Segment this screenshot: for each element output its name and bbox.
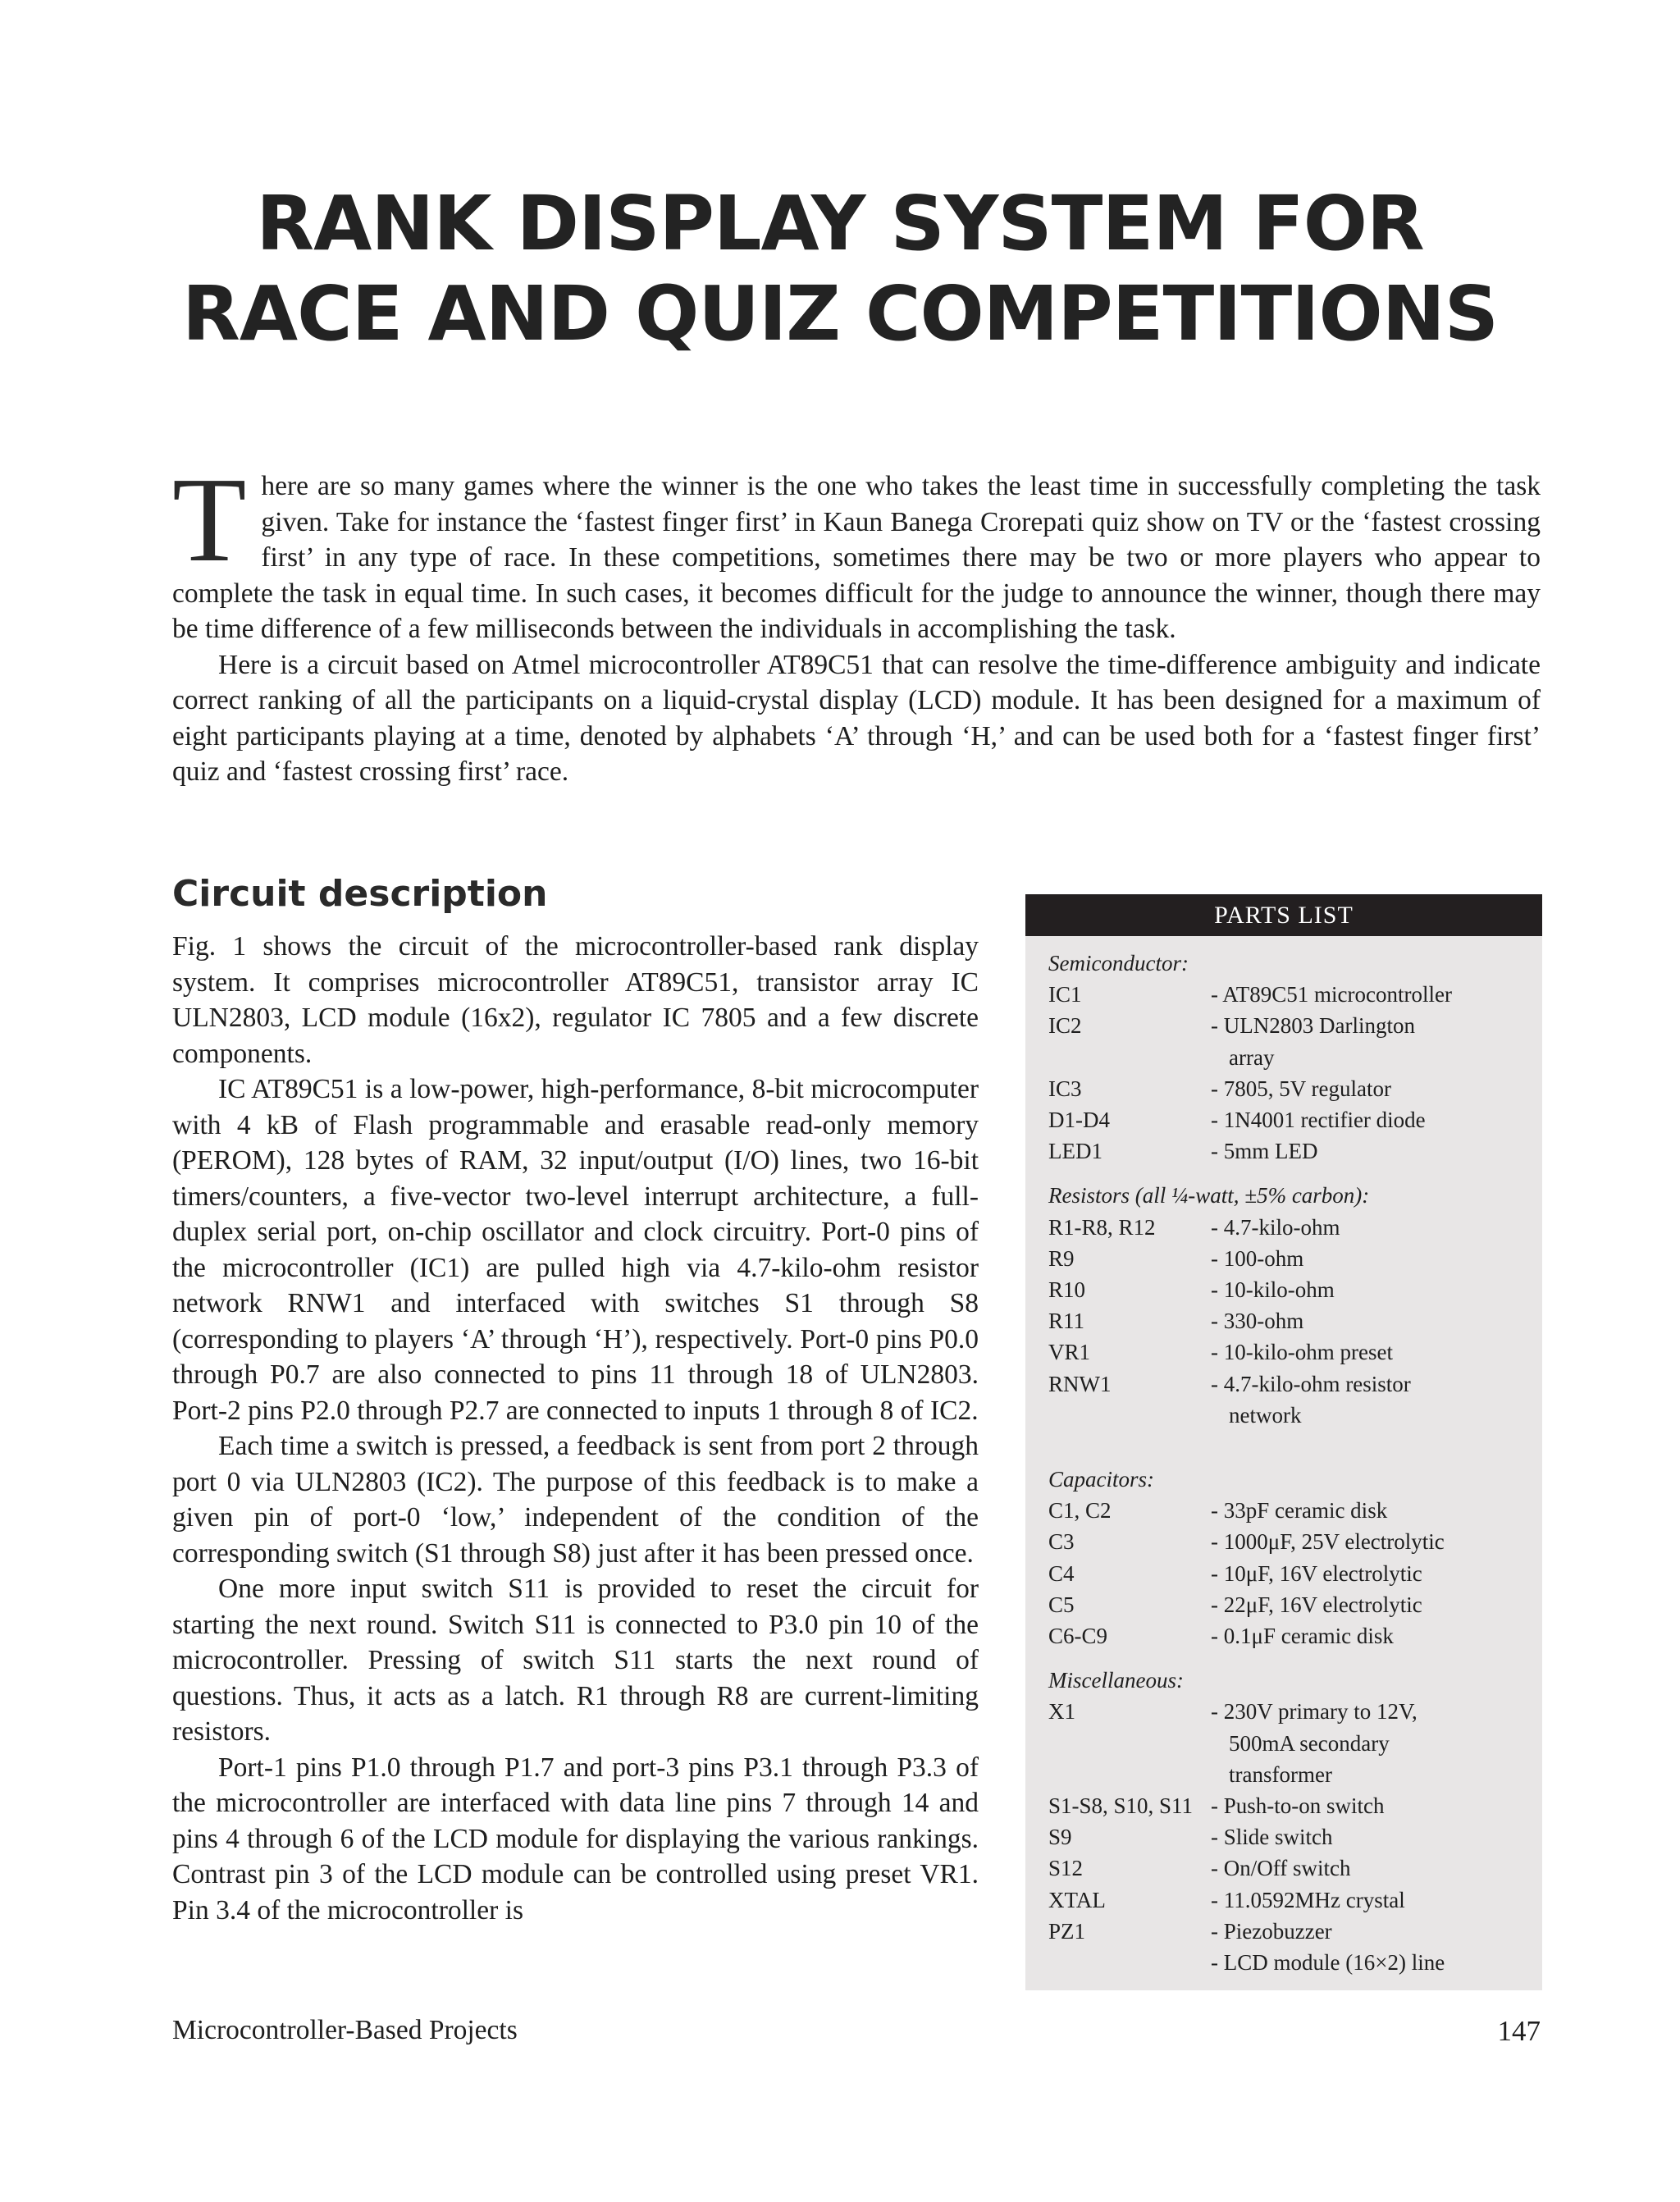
part-desc: - 5mm LED	[1211, 1139, 1318, 1164]
part-row	[1048, 1916, 1542, 1947]
intro-paragraph-2: Here is a circuit based on Atmel microcontroller AT89C51 that can resolve the time-difference ambiguity and indicate correct ranking of all the participants on a liquid-crystal display (LCD) module. It has been designed for a maximum of eight participants playing at a time, denoted by alphabets ‘A’ through ‘H,’ and can be used both for a ‘fastest finger first’ quiz and ‘fastest crossing first’ race.	[172, 649, 1541, 787]
part-row	[1048, 1821, 1542, 1853]
part-row	[1048, 1558, 1542, 1589]
part-row	[1048, 1135, 1542, 1167]
part-ref: LED1	[1048, 1139, 1102, 1164]
part-ref: X1	[1048, 1699, 1075, 1725]
intro-paragraph-1-text: here are so many games where the winner is the one who takes the least time in successfully completing the task given. Take for instance the ‘fastest finger first’ in Kaun Banega Crorepati quiz show on TV or the ‘fastest crossing first’ in any type of race. In these competitions, sometimes there may be two or more players who appear to complete the task in equal time. In such cases, it becomes difficult for the judge to announce the winner, though there may be time difference of a few milliseconds between the individuals in accomplishing the task.	[172, 471, 1541, 644]
part-desc: - 22μF, 16V electrolytic	[1211, 1592, 1422, 1617]
part-desc: - 7805, 5V regulator	[1211, 1076, 1391, 1101]
part-ref: C5	[1048, 1592, 1075, 1617]
part-ref: RNW1	[1048, 1371, 1112, 1396]
part-desc: - 10-kilo-ohm preset	[1211, 1340, 1393, 1365]
part-row	[1048, 1010, 1542, 1072]
body-paragraph-4: One more input switch S11 is provided to reset the circuit for starting the next round. Switch S11 is connected to P3.0 pin 10 of the microcontroller. Pressing of switch S11 starts the next round of questions. Thus, it acts as a latch. R1 through R8 are current-limiting resistors.	[172, 1574, 979, 1747]
part-desc: - LCD module (16×2) line	[1211, 1950, 1445, 1976]
part-row	[1048, 1620, 1542, 1652]
parts-list-body	[1025, 936, 1542, 1978]
part-ref: R1-R8, R12	[1048, 1214, 1156, 1240]
part-desc: - 10μF, 16V electrolytic	[1211, 1560, 1422, 1586]
part-desc: - AT89C51 microcontroller	[1211, 982, 1452, 1007]
part-ref: S12	[1048, 1856, 1084, 1881]
part-row	[1048, 1495, 1542, 1526]
miscellaneous-label: Miscellaneous:	[1048, 1668, 1184, 1693]
part-ref: D1-D4	[1048, 1108, 1110, 1133]
part-ref: C3	[1048, 1529, 1075, 1555]
footer-book-title: Microcontroller-Based Projects	[172, 2015, 518, 2045]
part-desc: - 4.7-kilo-ohm resistor network	[1211, 1371, 1411, 1428]
parts-list-header: PARTS LIST	[1025, 894, 1542, 936]
body-paragraph-5: Port-1 pins P1.0 through P1.7 and port-3 pins P3.1 through P3.3 of the microcontroller are interfaced with data line pins 7 through 14 and pins 4 through 6 of the LCD module for displaying the various rankings. Contrast pin 3 of the LCD module can be controlled using preset VR1. Pin 3.4 of the microcontroller is	[172, 1752, 979, 1926]
body-paragraph-2: IC AT89C51 is a low-power, high-performance, 8-bit microcomputer with 4 kB of Flash programmable and erasable read-only memory (PEROM), 128 bytes of RAM, 32 input/output (I/O) lines, two 16-bit timers/counters, a five-vector two-level interrupt architecture, a full-duplex serial port, on-chip oscillator and clock circuitry. Port-0 pins of the microcontroller (IC1) are pulled high via 4.7-kilo-ohm resistor network RNW1 and interfaced with switches S1 through S8 (corresponding to players ‘A’ through ‘H’), respectively. Port-0 pins P0.0 through P0.7 are also connected to pins 11 through 18 of ULN2803. Port-2 pins P2.0 through P2.7 are connected to inputs 1 through 8 of IC2.	[172, 1074, 979, 1426]
part-ref: IC3	[1048, 1076, 1082, 1101]
part-desc: - Push-to-on switch	[1211, 1793, 1385, 1819]
part-ref: VR1	[1048, 1340, 1091, 1365]
part-ref: IC2	[1048, 1013, 1082, 1039]
part-row	[1048, 1336, 1542, 1368]
title-line-1: RANK DISPLAY SYSTEM FOR	[256, 180, 1424, 267]
part-desc: - 100-ohm	[1211, 1245, 1304, 1271]
body-paragraph-3: Each time a switch is pressed, a feedback is sent from port 2 through port 0 via ULN2803 (IC2). The purpose of this feedback is to make a given pin of port-0 ‘low,’ independent of the condition of the corresponding switch (S1 through S8) just after it has been pressed once.	[172, 1431, 979, 1569]
part-ref: C4	[1048, 1560, 1075, 1586]
section-heading: Circuit description	[172, 873, 548, 915]
part-ref: IC1	[1048, 982, 1082, 1007]
part-row	[1048, 1073, 1542, 1104]
part-desc: - On/Off switch	[1211, 1856, 1351, 1881]
part-ref: C6-C9	[1048, 1624, 1108, 1649]
drop-cap: T	[172, 453, 247, 587]
part-ref: R9	[1048, 1245, 1075, 1271]
part-row	[1048, 1526, 1542, 1557]
semiconductor-label: Semiconductor:	[1048, 951, 1189, 975]
part-row	[1048, 1853, 1542, 1884]
part-ref	[1048, 1947, 1211, 1978]
part-row	[1048, 1274, 1542, 1305]
part-desc: - 330-ohm	[1211, 1309, 1304, 1334]
part-desc: - 0.1μF ceramic disk	[1211, 1624, 1394, 1649]
part-desc: - 230V primary to 12V, 500mA secondary transformer	[1211, 1699, 1418, 1787]
page-number: 147	[1497, 2015, 1541, 2047]
part-desc: - 1N4001 rectifier diode	[1211, 1108, 1426, 1133]
part-row	[1048, 1243, 1542, 1274]
part-row	[1048, 1305, 1542, 1336]
parts-list-box	[1025, 894, 1542, 1990]
page-footer	[172, 2015, 1541, 2048]
part-desc: - Piezobuzzer	[1211, 1918, 1332, 1944]
part-ref: R11	[1048, 1309, 1085, 1334]
part-row	[1048, 1104, 1542, 1135]
part-row	[1048, 1947, 1542, 1978]
part-row	[1048, 1696, 1542, 1790]
intro-section	[172, 453, 1541, 790]
part-row	[1048, 1589, 1542, 1620]
part-ref: S1-S8, S10, S11	[1048, 1793, 1194, 1819]
part-desc: - Slide switch	[1211, 1825, 1333, 1850]
part-desc: - ULN2803 Darlington array	[1211, 1013, 1415, 1070]
intro-paragraph-1	[172, 453, 1541, 647]
part-row	[1048, 1790, 1542, 1821]
part-ref: R10	[1048, 1277, 1086, 1303]
capacitors-label: Capacitors:	[1048, 1467, 1155, 1492]
part-desc: - 1000μF, 25V electrolytic	[1211, 1529, 1445, 1555]
part-desc: - 11.0592MHz crystal	[1211, 1887, 1405, 1912]
body-column	[172, 929, 979, 1928]
part-ref: S9	[1048, 1825, 1072, 1850]
part-desc: - 33pF ceramic disk	[1211, 1498, 1388, 1524]
part-ref: PZ1	[1048, 1918, 1086, 1944]
part-desc: - 10-kilo-ohm	[1211, 1277, 1335, 1303]
part-desc: - 4.7-kilo-ohm	[1211, 1214, 1340, 1240]
page-title	[0, 179, 1680, 359]
title-line-2: RACE AND QUIZ COMPETITIONS	[182, 270, 1498, 358]
part-ref: C1, C2	[1048, 1498, 1112, 1524]
part-row	[1048, 1884, 1542, 1916]
part-row	[1048, 1368, 1542, 1431]
body-paragraph-1: Fig. 1 shows the circuit of the microcontroller-based rank display system. It comprises microcontroller AT89C51, transistor array IC ULN2803, LCD module (16x2), regulator IC 7805 and a few discrete components.	[172, 931, 979, 1069]
part-ref: XTAL	[1048, 1887, 1106, 1912]
resistors-label: Resistors (all ¼-watt, ±5% carbon):	[1048, 1183, 1370, 1208]
part-row	[1048, 1212, 1542, 1243]
part-row	[1048, 979, 1542, 1010]
